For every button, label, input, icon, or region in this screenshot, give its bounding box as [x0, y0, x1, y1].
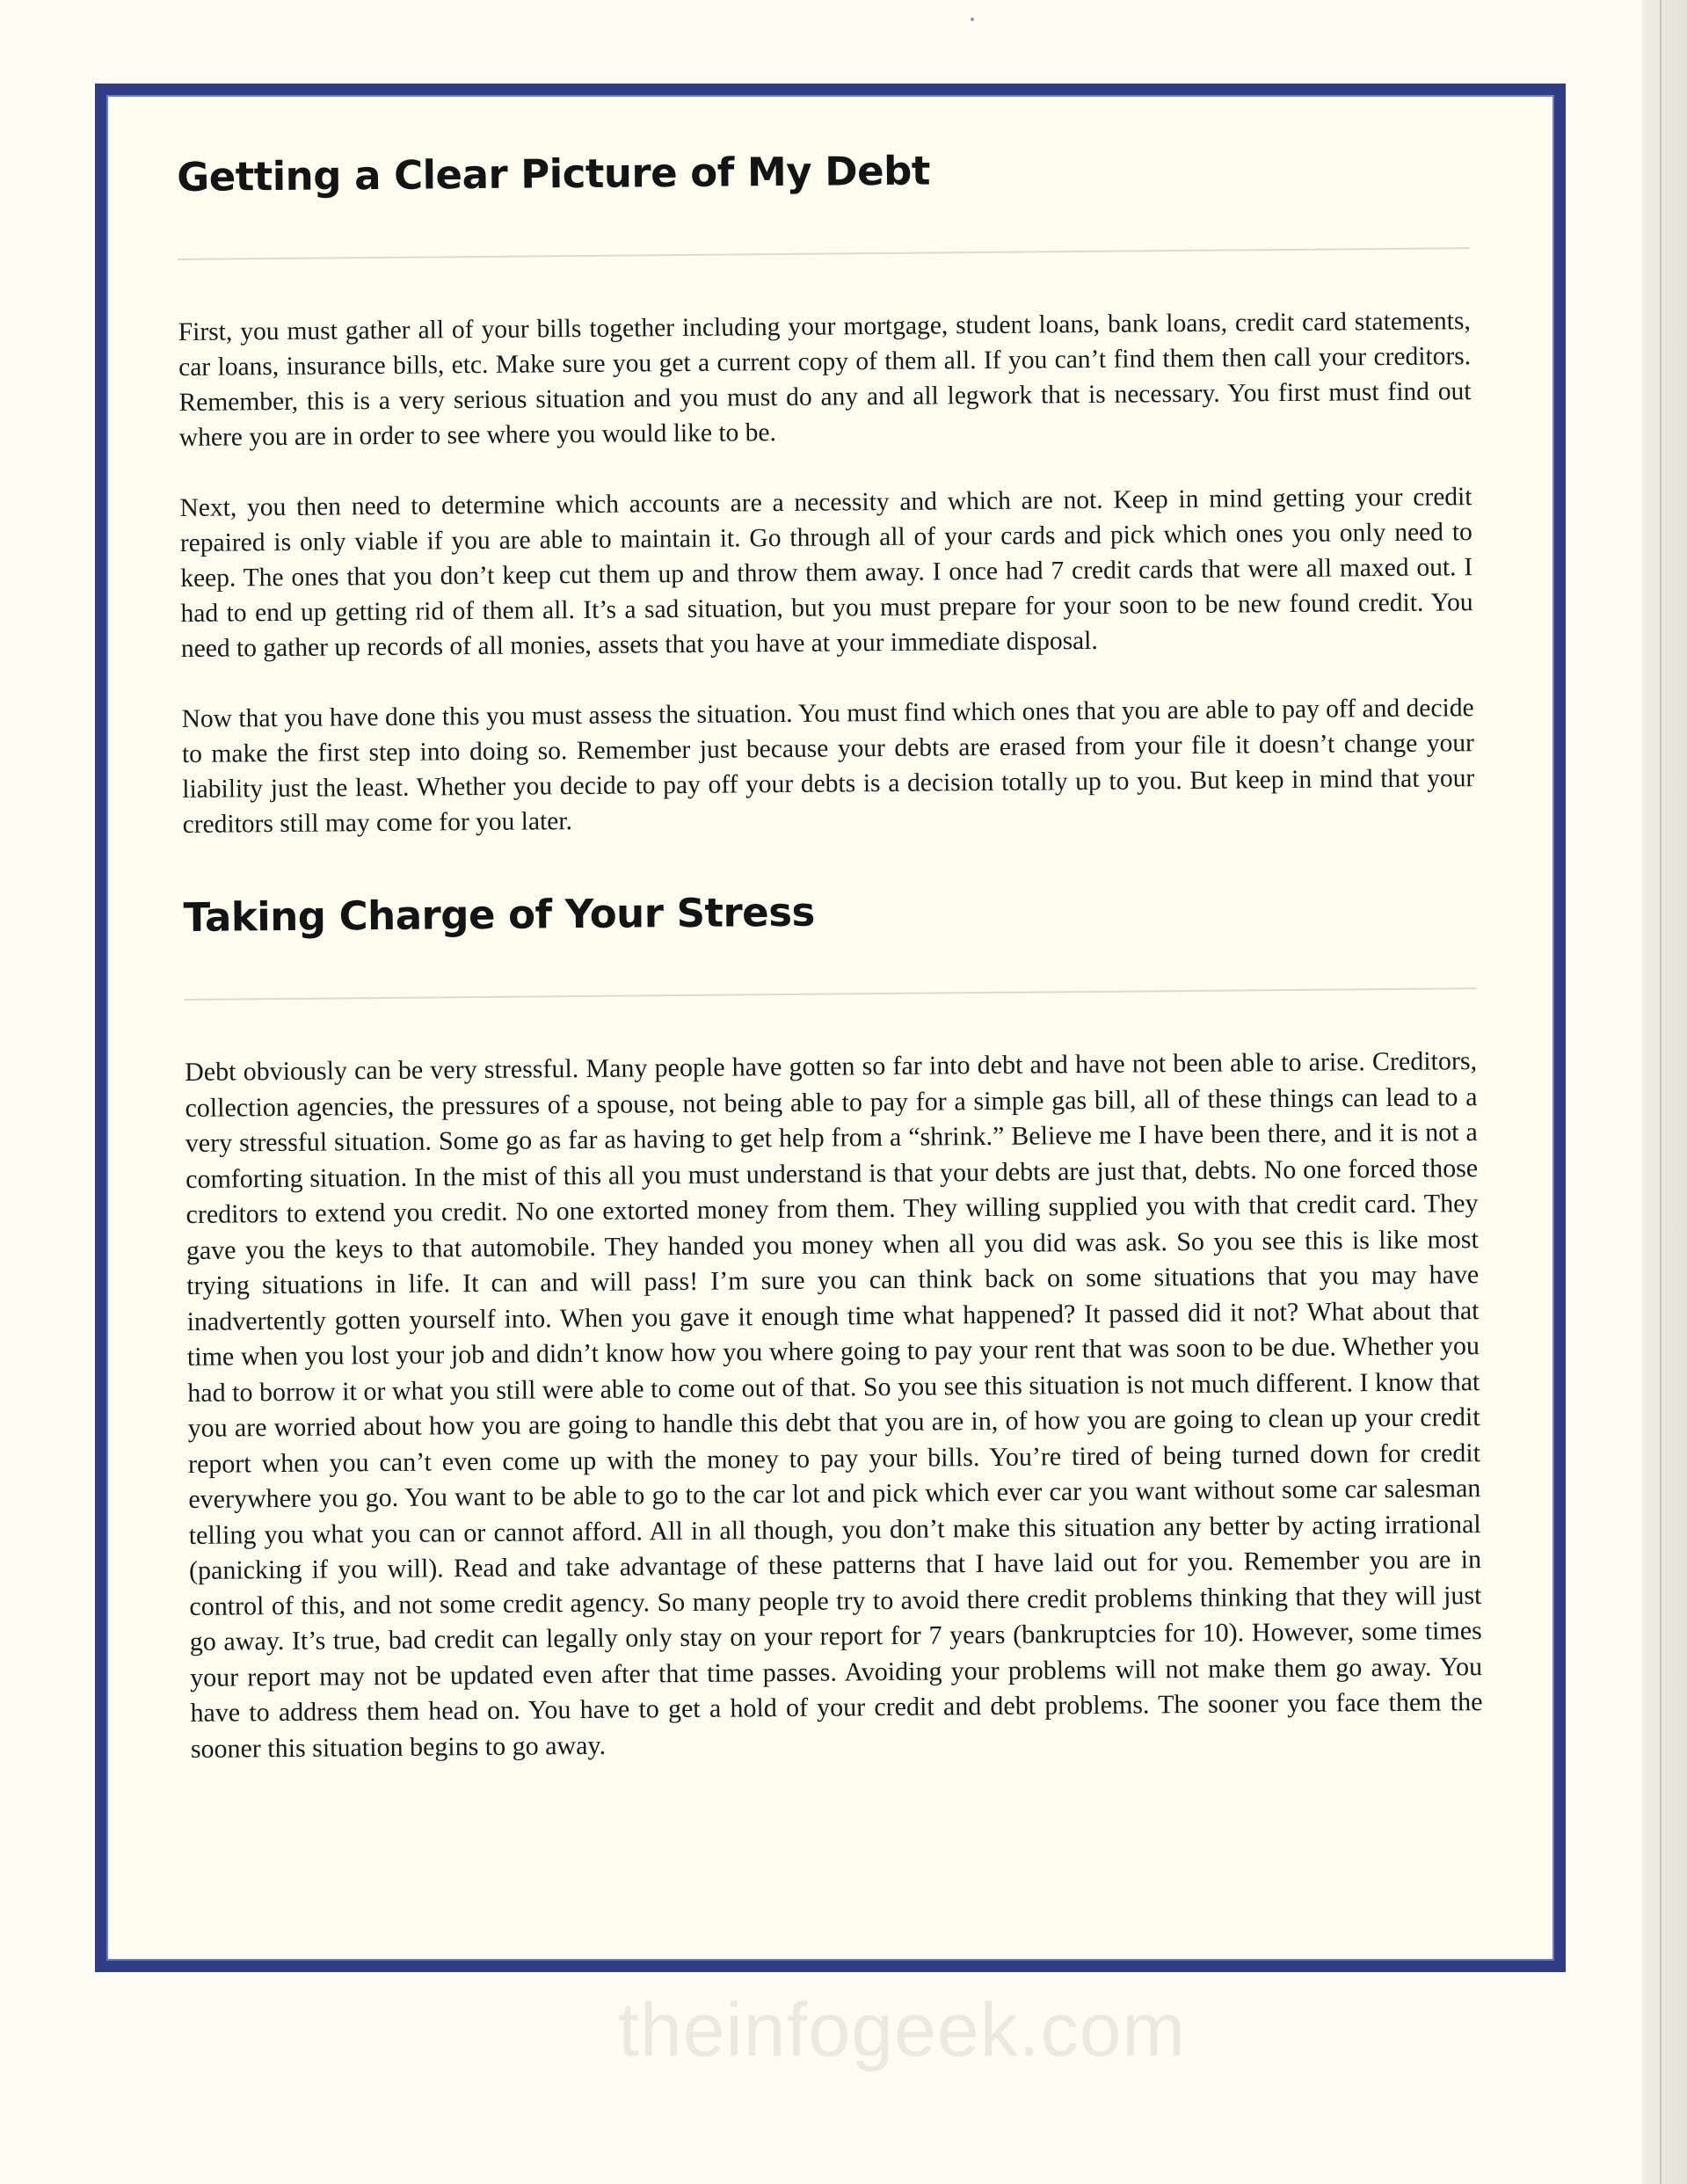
paragraph: Debt obviously can be very stressful. Many people have gotten so far into debt and have not been able to arise. Creditors, collection agencies, the pressures of a spouse, not being able to pay for a simple gas bill, all of these things can lead to a very stressful situation. Some go as far as having to get help from a “shrink.” Believe me I have been there, and it is not a comforting situation. In the mist of this all you must understand is that your debts are just that, debts. No one forced those creditors to extend you credit. No one extorted money from them. They willing supplied you with that credit card. They gave you the keys to that automobile. They handed you money when all you did was ask. So you see this is like most trying situations in life. It can and will pass! I’m sure you can think back on some situations that you may have inadvertently gotten yourself into. When you gave it enough time what happened? It passed did it not? What about that time when you lost your job and didn’t know how you where going to pay your rent that was soon to be due. Whether you had to borrow it or what you still were able to come out of that. So you see this situation is not much different. I know that you are worried about how you are going to handle this debt that you are in, of how you are going to clean up your credit report when you can’t even come up with the money to pay your bills. You’re tired of being turned down for credit everywhere you go. You want to be able to go to the car lot and pick which ever car you want without some car salesman telling you what you can or cannot afford. All in all though, you don’t make this situation any better by acting irrational (panicking if you will). Read and take advantage of these patterns that I have laid out for you. Remember you are in control of this, and not some credit agency. So many people try to avoid there credit problems thinking that they will just go away. It’s true, bad credit can legally only stay on your report for 7 years (bankruptcies for 10). However, some times your report may not be updated even after that time passes. Avoiding your problems will not make them go away. You have to address them head on. You have to get a hold of your credit and debt problems. The sooner you face them the sooner this situation begins to go away.: [184, 1046, 1483, 1764]
page-frame-inner: [106, 95, 1554, 2072]
paragraph: Next, you then need to determine which accounts are a necessity and which are not. Keep in mind getting your credit repaired is only viable if you are able to maintain it. Go through all of your cards and pick which ones you only need to keep. The ones that you don’t keep cut them up and throw them away. I once had 7 credit cards that were all maxed out. I had to end up getting rid of them all. It’s a sad situation, but you must prepare for your soon to be new found credit. You need to gather up records of all monies, assets that you have at your immediate disposal.: [179, 483, 1473, 663]
section-heading-debt: Getting a Clear Picture of My Debt: [177, 147, 931, 200]
page-frame: [95, 84, 1566, 2072]
page-content: [177, 140, 1483, 1802]
section-heading-stress: Taking Charge of Your Stress: [183, 888, 815, 941]
watermark: theinfogeek.com: [618, 1988, 1187, 2072]
paragraph: First, you must gather all of your bills together including your mortgage, student loans, bank loans, credit card statements, car loans, insurance bills, etc. Make sure you get a current copy of them all. If you can’t find them then call your creditors. Remember, this is a very serious situation and you must do any and all legwork that is necessary. You first must find out where you are in order to see where you would like to be.: [178, 307, 1472, 452]
page-edge-shadow: [1642, 0, 1687, 2184]
page-edge-line: [1660, 0, 1662, 2184]
scan-speck: [971, 18, 974, 21]
paragraph: Now that you have done this you must assess the situation. You must find which ones that you are able to pay off and decide to make the first step into doing so. Remember just because your debts are erased from your file it doesn’t change your liability just the least. Whether you decide to pay off your debts is a decision totally up to you. But keep in mind that your creditors still may come for you later.: [181, 694, 1475, 839]
section-divider: [178, 247, 1470, 260]
section-divider: [184, 987, 1476, 1001]
